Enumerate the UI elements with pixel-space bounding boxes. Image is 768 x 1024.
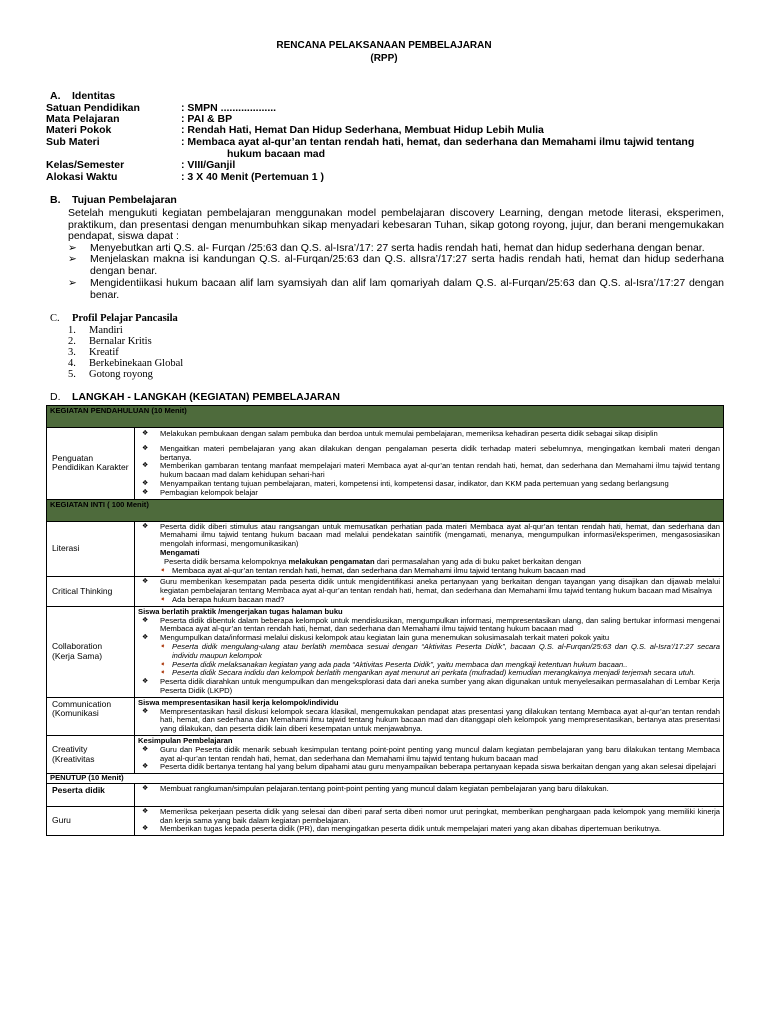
- profile-item: 3. Kreatif: [68, 347, 119, 358]
- learning-steps-table: [46, 405, 724, 836]
- list-item: ❖ Mengaitkan materi pembelajaran yang akan dilakukan dengan pengalaman peserta didik terhadap materi sebelumnya, mengingatkan kembali materi dengan bertanya.: [142, 443, 721, 462]
- list-item: ❖ Melakukan pembukaan dengan salam pembuka dan berdoa untuk memulai pembelajaran, memeriksa kehadiran peserta didik sebagai sikap disiplin: [142, 429, 658, 438]
- row-content: [135, 521, 724, 577]
- objective-text: Menyebutkan arti Q.S. al- Furqan /25:63 dan Q.S. al-Isra’/17: 27 serta hadis rendah hati, hemat dan hidup sederhana dengan benar.: [90, 242, 705, 254]
- list-item: ➧ Membaca ayat al-qur’an tentan rendah hati, hemat, dan sederhana dan Memahami ilmu tajwid tentang hukum bacaan mad: [160, 565, 586, 575]
- table-row: [47, 428, 724, 500]
- arrow-icon: ➧: [160, 642, 166, 650]
- list-item: ➧ Peserta didik melaksanakan kegiatan yang ada pada “Aktivitas Peserta Didik”, yaitu membaca dan mengkaji ketentuan hukum bacaan..: [160, 659, 628, 669]
- row-content: [135, 784, 724, 807]
- table-row: [47, 606, 724, 697]
- list-item: ❖ Peserta didik dibentuk dalam beberapa kelompok untuk mendiskusikan, mengumpulkan informasi, mempresentasikan ulang, dan saling bertukar informasi mengenai Membaca ayat al-qur’an tentan rendah hati, hemat, dan sederhana dan Memahami ilmu tajwid tentang hukum bacaan mad: [142, 615, 721, 634]
- objective-item: [68, 278, 724, 301]
- arrow-bullet-icon: ➢: [68, 242, 77, 254]
- section-header-row: [47, 774, 724, 784]
- profile-item: 1. Mandiri: [68, 325, 123, 336]
- objective-text: Mengidentiikasi hukum bacaan alif lam syamsiyah dan alif lam qomariyah dalam Q.S. al-Furqan/25:63 dan Q.S. al-Isra’/17:27 dengan benar.: [90, 277, 724, 301]
- section-c-heading: Profil Pelajar Pancasila: [72, 313, 178, 324]
- table-row: [47, 784, 724, 807]
- table-row: [47, 735, 724, 773]
- row-label: Peserta didik: [47, 784, 135, 807]
- section-header-inti: KEGIATAN INTI ( 100 Menit): [47, 499, 724, 521]
- list-item: ❖ Pembagian kelompok belajar: [142, 487, 258, 497]
- section-d-letter: D.: [50, 391, 61, 403]
- section-header-penutup: PENUTUP (10 Menit): [47, 774, 724, 784]
- row-label: Creativity (Kreativitas: [47, 735, 135, 773]
- list-item: ❖ Peserta didik diberi stimulus atau rangsangan untuk memusatkan perhatian pada materi Membaca ayat al-qur’an tentan rendah hati, hemat, dan sederhana dan Memahami ilmu tajwid tentang hukum bacaan mad melalui pendekatan saintifik (mengamati, menanya, mengumpulkan informasi/eksperimen, mengasosiasikan mengolah informasi, mengomunikasikan): [142, 521, 721, 549]
- subheading: Siswa berlatih praktik /mengerjakan tugas halaman buku: [138, 606, 343, 616]
- arrow-bullet-icon: ➢: [68, 277, 77, 289]
- list-item: ➧ Peserta didik Secara indidu dan kelompok berlatih mengarikan ayat menurut ari perkata (mufradad) kemudian merangkainya menjadi terjemah secara utuh.: [160, 668, 696, 678]
- identity-value: : PAI & BP: [181, 113, 233, 125]
- identity-label: Alokasi Waktu: [46, 171, 118, 183]
- identity-label: Materi Pokok: [46, 124, 112, 136]
- arrow-icon: ➧: [160, 669, 166, 677]
- section-header-pendahuluan: KEGIATAN PENDAHULUAN (10 Menit): [47, 406, 724, 428]
- objective-intro: Setelah mengukuti kegiatan pembelajaran menggunakan model pembelajaran discovery Learning, dengan metode literasi, eksperimen, praktikum, dan presentasi dengan menumbuhkan sikap menyadari kebesaran Tuhan, sikap gotong royong, jujur, dan berani mengemukakan pendapat, siswa dapat :: [68, 207, 724, 242]
- list-item: ❖ Guru dan Peserta didik menarik sebuah kesimpulan tentang point-point penting yang muncul dalam kegiatan pembelajaran yang baru dilakukan tentang Membaca ayat al-qur’an tentan rendah hati, hemat, dan sederhana dan Memahami ilmu tajwid tentang hukum bacaan mad: [142, 744, 721, 763]
- subheading: Siswa mempresentasikan hasil kerja kelompok/individu: [138, 697, 339, 707]
- list-item: ❖ Membuat rangkuman/simpulan pelajaran.tentang point-point penting yang muncul dalam kegiatan pembelajaran yang baru dilakukan.: [142, 784, 609, 794]
- table-row: [47, 521, 724, 577]
- table-row: [47, 697, 724, 735]
- identity-value: : Rendah Hati, Hemat Dan Hidup Sederhana, Membuat Hidup Lebih Mulia: [181, 124, 544, 136]
- profile-item: 5. Gotong royong: [68, 369, 153, 380]
- table-row: [47, 806, 724, 835]
- section-c-letter: C.: [50, 313, 60, 324]
- list-item: ❖ Memeriksa pekerjaan peserta didik yang selesai dan diberi paraf serta diberi nomor urut peringkat, memberikan penghargaan pada kelompok yang memiliki kinerja dan kerja sama yang baik dalam kegiatan pembelajaran.: [142, 806, 721, 825]
- list-item: ➧ Ada berapa hukum bacaan mad?: [160, 594, 285, 604]
- row-content: [135, 697, 724, 735]
- list-item: ❖ Memberikan gambaran tentang manfaat mempelajari materi Membaca ayat al-qur’an tentan rendah hati, hemat, dan sederhana dan Memahami ilmu tajwid tentang hukum bacaan mad dalam kehidupan sehari-hari: [142, 461, 721, 480]
- identity-value: : SMPN ...................: [181, 102, 277, 114]
- paragraph: Peserta didik bersama kelompoknya melakukan pengamatan dari permasalahan yang ada di buku paket berkaitan dengan: [164, 556, 582, 566]
- arrow-icon: ➧: [160, 595, 166, 603]
- list-item: ❖ Peserta didik diarahkan untuk mengumpulkan dan mengeksplorasi data dari aneka sumber yang akan digunakan untuk menyelesaikan permasalahan di Lembar Kerja Peserta Didik (LKPD): [142, 677, 721, 695]
- subheading: Kesimpulan Pembelajaran: [138, 735, 233, 745]
- identity-value: : 3 X 40 Menit (Pertemuan 1 ): [181, 171, 324, 183]
- row-label: Literasi: [47, 521, 135, 577]
- list-item: ❖ Menyampaikan tentang tujuan pembelajaran, materi, kompetensi inti, kompetensi dasar, indikator, dan KKM pada pertemuan yang sedang berlangsung: [142, 478, 669, 488]
- row-content: [135, 428, 724, 500]
- list-item: ❖ Guru memberikan kesempatan pada peserta didik untuk mengidentifikasi aneka pertanyaan yang berkaitan dengan tayangan yang disajikan dan dijawab melalui kegiatan pembelajaran tentang Membaca ayat al-qur’an tentan rendah hati, hemat, dan sederhana dan Memahami ilmu tajwid tentang hukum bacaan mad Misalnya: [142, 577, 721, 596]
- subheading: Mengamati: [160, 547, 200, 557]
- list-item: ❖ Peserta didik bertanya tentang hal yang belum dipahami atau guru menyampaikan beberapa pertanyaan kepada siswa berkaitan dengan yang akan selesai dipelajari: [142, 762, 716, 772]
- row-content: [135, 577, 724, 606]
- profile-item: 4. Berkebinekaan Global: [68, 358, 184, 369]
- arrow-icon: ➧: [160, 660, 166, 668]
- section-a-letter: A.: [50, 90, 61, 102]
- arrow-icon: ➧: [160, 566, 166, 574]
- row-label: Communication (Komunikasi: [47, 697, 135, 735]
- objective-text: Menjelaskan makna isi kandungan Q.S. al-Furqan/25:63 dan Q.S. alIsra’/17:27 serta hadis rendah hati, hemat dan hidup sederhana dengan benar.: [90, 253, 724, 277]
- list-item: ➧ Peserta didik mengulang-ulang atau berlatih membaca sesuai dengan “Aktivitas Peserta Didik”, bacaan Q.S. al-Furqan/25:63 dan Q.S. al-Isra’/17:27 secara individu maupun kelompok: [160, 641, 721, 660]
- row-label: Critical Thinking: [47, 577, 135, 606]
- identity-label: Mata Pelajaran: [46, 113, 120, 125]
- document-subtitle: (RPP): [370, 53, 398, 64]
- identity-value: : VIII/Ganjil: [181, 159, 236, 171]
- section-header-row: [47, 499, 724, 521]
- row-content: [135, 606, 724, 697]
- identity-value: : Membaca ayat al-qur’an tentan rendah hati, hemat, dan sederhana dan Memahami ilmu tajwid tentang: [181, 136, 695, 148]
- row-content: [135, 735, 724, 773]
- section-b-heading: Tujuan Pembelajaran: [72, 194, 177, 206]
- identity-value: hukum bacaan mad: [227, 148, 326, 160]
- row-label: Collaboration (Kerja Sama): [47, 606, 135, 697]
- list-item: ❖ Memberikan tugas kepada peserta didik (PR), dan mengingatkan peserta didik untuk mempelajari materi yang akan dibahas dipertemuan berikutnya.: [142, 824, 662, 834]
- identity-label: Sub Materi: [46, 136, 100, 148]
- arrow-bullet-icon: ➢: [68, 253, 77, 265]
- objective-item: [68, 254, 724, 277]
- row-label: Guru: [47, 806, 135, 835]
- section-header-row: [47, 406, 724, 428]
- section-d-heading: LANGKAH - LANGKAH (KEGIATAN) PEMBELAJARAN: [72, 391, 340, 403]
- identity-label: Kelas/Semester: [46, 159, 125, 171]
- row-content: [135, 806, 724, 835]
- identity-label: Satuan Pendidikan: [46, 102, 140, 114]
- section-b-letter: B.: [50, 194, 61, 206]
- list-item: ❖ Mengumpulkan data/informasi melalui diskusi kelompok atau kegiatan lain guna menemukan solusimasalah terkait materi pokok yaitu: [142, 633, 610, 643]
- table-row: [47, 577, 724, 606]
- row-label: Penguatan Pendidikan Karakter: [47, 428, 135, 500]
- list-item: ❖ Mempresentasikan hasil diskusi kelompok secara klasikal, mengemukakan pendapat atas presentasi yang dilakukan tentang Membaca ayat al-qur’an tentan rendah hati, hemat, dan sederhana dan Memahami ilmu tajwid tentang hukum bacaan mad dan ditanggapi oleh kelompok yang mempresentasikan, bertanya atas presentasi yang dilakukan, dan peserta didik lain diberi kesempatan untuk menjawabnya.: [142, 706, 721, 734]
- document-title: RENCANA PELAKSANAAN PEMBELAJARAN: [276, 40, 492, 51]
- profile-item: 2. Bernalar Kritis: [68, 336, 152, 347]
- section-a-heading: Identitas: [72, 90, 116, 102]
